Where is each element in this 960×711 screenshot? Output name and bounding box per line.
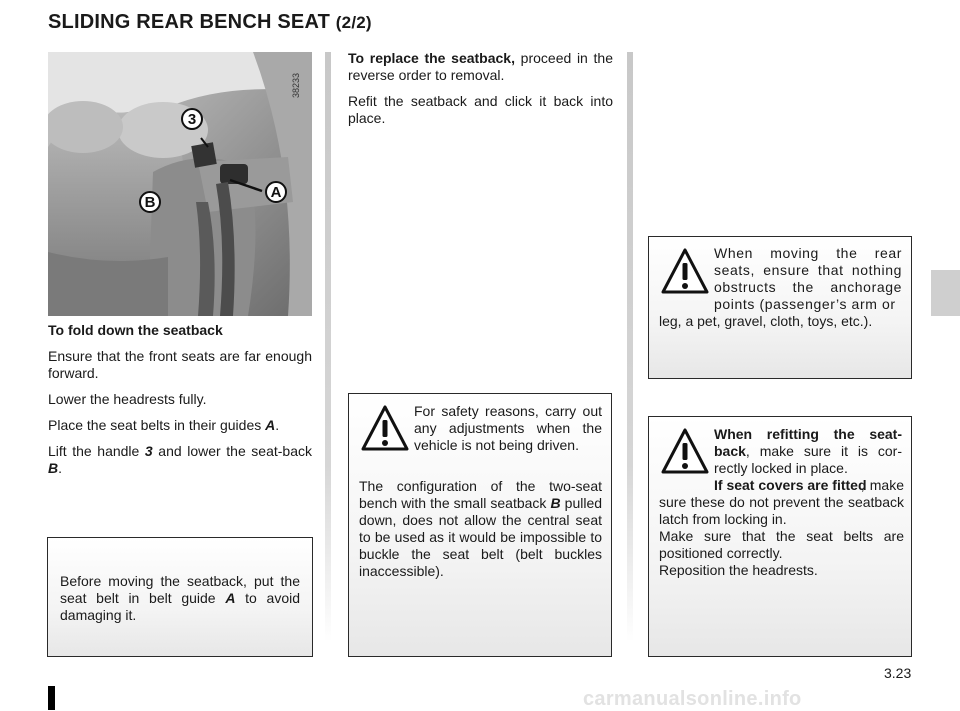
seatback-ref: B xyxy=(48,460,59,476)
refit-text xyxy=(714,426,902,477)
note-text xyxy=(60,573,300,624)
page-title-sub: (2/2) xyxy=(335,13,372,32)
replace-text: proceed in the reverse order to removal. xyxy=(348,50,613,83)
refit-belts: Make sure that the seat belts are positioned correctly. xyxy=(659,528,904,561)
column-divider xyxy=(325,52,331,642)
seat-illustration xyxy=(48,52,312,316)
paragraph: Lift the handle 3 and lower the seat-back B. xyxy=(48,443,312,476)
callout-b: B xyxy=(144,194,156,211)
callout-a: A xyxy=(270,184,282,201)
safety-config xyxy=(359,478,602,580)
refit-covers-text xyxy=(659,477,904,528)
refit-text-part: , make sure it is cor-rectly locked in place. xyxy=(714,443,902,476)
warning-triangle-icon xyxy=(661,427,709,475)
warning-box-refitting xyxy=(648,416,912,657)
warning-box-safety xyxy=(348,393,612,657)
lift-text: Lift the handle xyxy=(48,443,140,459)
paragraph: Ensure that the front seats are far enough forward. xyxy=(48,348,312,381)
lift-text: and lower the seat-back xyxy=(158,443,312,459)
paragraph xyxy=(348,50,613,84)
page-number: 3.23 xyxy=(884,665,912,681)
warning-triangle-icon xyxy=(361,404,409,452)
moving-text: leg, a pet, gravel, cloth, toys, etc.). xyxy=(659,313,873,329)
fold-heading: To fold down the seatback xyxy=(48,322,223,338)
seat-photo xyxy=(48,52,312,316)
figure-reference-number: 38233 xyxy=(291,72,301,98)
page-title xyxy=(48,11,372,34)
middle-column xyxy=(348,50,613,136)
belt-guide-ref: A xyxy=(225,590,236,606)
paragraph: Place the seat belts in their guides A. xyxy=(48,417,280,433)
note-box-belt-guide xyxy=(47,537,313,657)
safety-config-part: pulled down, does not allow the central seat to be used as it would be impossible to buckle the seat belt (belt buckles inaccessible). xyxy=(359,495,603,579)
refit-lead: If seat covers are fitted xyxy=(714,477,867,493)
section-tab xyxy=(931,270,960,316)
safety-config-part: The configuration of the two-seat bench with the small seatback xyxy=(359,478,602,511)
column-divider xyxy=(627,52,633,642)
handle-ref: 3 xyxy=(144,443,153,459)
safety-intro: For safety reasons, carry out any adjustments when the vehicle is not being driven. xyxy=(414,403,602,453)
note-text-part: Before moving the seatback, put the seat belt in belt guide xyxy=(60,573,300,606)
callout-3: 3 xyxy=(187,111,197,128)
warning-box-moving-seats xyxy=(648,236,912,379)
warning-triangle-icon xyxy=(661,247,709,295)
left-column xyxy=(48,322,312,477)
paragraph: Refit the seatback and click it back into place. xyxy=(348,93,613,126)
watermark: carmanualsonline.info xyxy=(583,688,802,710)
refit-lead: When refitting the seat-back xyxy=(714,426,902,459)
moving-text: When moving the rear seats, ensure that nothing obstructs the anchorage points (passenger’s arm or xyxy=(714,245,902,312)
refit-headrests: Reposition the headrests. xyxy=(659,562,818,578)
refit-text-part: , make sure these do not prevent the seatback latch from locking in. xyxy=(659,477,905,527)
paragraph: Lower the headrests fully. xyxy=(48,391,207,407)
belts-text: Place the seat belts in their guides xyxy=(48,417,262,433)
replace-lead: To replace the seatback, xyxy=(348,50,515,66)
belts-ref: A xyxy=(265,417,276,433)
note-text-part: to avoid damaging it. xyxy=(60,590,301,623)
corner-mark xyxy=(48,686,55,710)
page-title-main: SLIDING REAR BENCH SEAT xyxy=(48,11,331,33)
seatback-ref: B xyxy=(550,495,561,511)
